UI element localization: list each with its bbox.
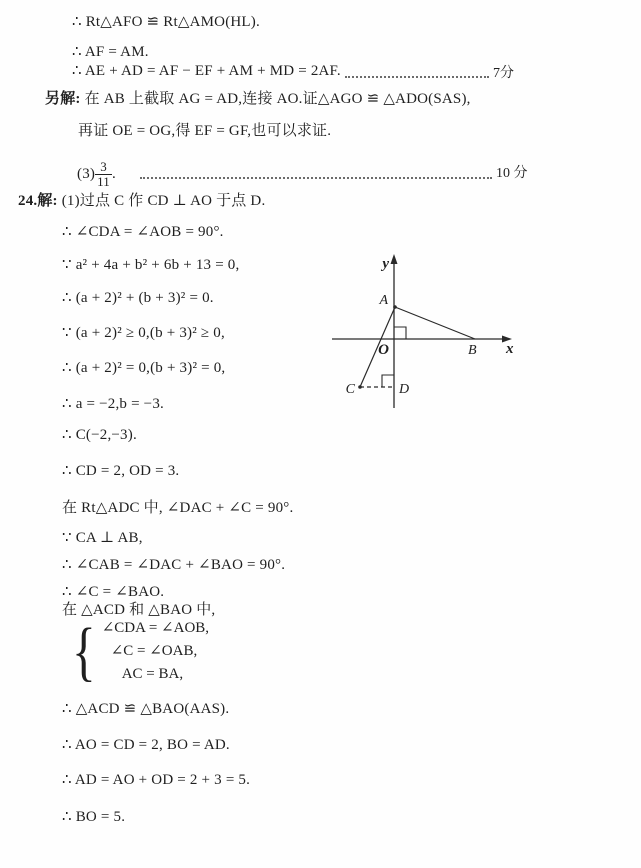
solution-line: ∴ a = −2,b = −3. — [62, 396, 164, 412]
solution-line: 在 △ACD 和 △BAO 中, — [62, 602, 216, 618]
solution-line: ∴ ∠CAB = ∠DAC + ∠BAO = 90°. — [62, 557, 286, 573]
problem24-header — [18, 192, 265, 210]
solution-line: 再证 OE = OG,得 EF = GF,也可以求证. — [78, 123, 332, 139]
point-a-label: A — [379, 293, 388, 308]
solution-line: ∵ CA ⊥ AB, — [62, 530, 143, 546]
point-d-label: D — [399, 382, 410, 397]
right-angle-mark-origin — [394, 327, 406, 339]
fraction-numerator: 3 — [95, 160, 112, 175]
solution-line: ∴ ∠CDA = ∠AOB = 90°. — [62, 224, 224, 240]
segment-ab — [395, 307, 475, 339]
solution-line: ∴ CD = 2, OD = 3. — [62, 463, 180, 479]
part3-period: . — [112, 165, 116, 182]
y-axis-label: y — [382, 256, 389, 272]
y-axis-arrow-icon — [391, 254, 398, 264]
x-axis-label: x — [506, 341, 514, 357]
point-c-label: C — [345, 382, 355, 397]
solution-line: ∴ (a + 2)² + (b + 3)² = 0. — [62, 290, 214, 306]
problem24-label: 24.解: — [18, 193, 58, 209]
solution-line: ∴ ∠C = ∠BAO. — [62, 584, 165, 600]
fraction — [95, 160, 112, 189]
alt-solution-label: 另解: — [45, 91, 81, 107]
dotted-leader — [345, 64, 489, 78]
solution-line: ∵ (a + 2)² ≥ 0,(b + 3)² ≥ 0, — [62, 325, 225, 341]
point-c — [358, 385, 362, 389]
solution-line: ∴ AD = AO + OD = 2 + 3 = 5. — [62, 772, 251, 788]
solution-line: ∴ Rt△AFO ≌ Rt△AMO(HL). — [72, 14, 260, 30]
left-brace: { — [71, 614, 96, 688]
solution-line: ∴ (a + 2)² = 0,(b + 3)² = 0, — [62, 360, 226, 376]
equation-system — [68, 614, 210, 688]
dotted-leader — [140, 165, 492, 179]
solution-line-alt — [45, 90, 471, 108]
alt-solution-text: 在 AB 上截取 AG = AD,连接 AO.证△AGO ≌ △ADO(SAS), — [84, 91, 471, 107]
point-a — [393, 305, 397, 309]
right-angle-mark-d — [382, 375, 394, 387]
coordinate-figure — [330, 248, 545, 416]
origin-label: O — [378, 342, 389, 358]
solution-line: 在 Rt△ADC 中, ∠DAC + ∠C = 90°. — [62, 500, 294, 516]
solution-line: ∴ AO = CD = 2, BO = AD. — [62, 737, 230, 753]
solution-line: ∵ a² + 4a + b² + 6b + 13 = 0, — [62, 257, 240, 273]
score-label: 10 分 — [496, 166, 528, 181]
solution-line: ∴ C(−2,−3). — [62, 427, 137, 443]
system-rows — [102, 617, 209, 686]
solution-line: ∴ AF = AM. — [72, 44, 149, 60]
part3-prefix: (3) — [77, 165, 96, 182]
score-label: 7分 — [493, 66, 514, 81]
solution-line: ∴ △ACD ≌ △BAO(AAS). — [62, 701, 230, 717]
fraction-denominator: 11 — [97, 174, 111, 189]
system-row: AC = BA, — [121, 666, 184, 682]
solution-line: ∴ BO = 5. — [62, 809, 126, 825]
point-b-label: B — [468, 343, 477, 358]
solution-line: ∴ AE + AD = AF − EF + AM + MD = 2AF. — [72, 63, 341, 79]
system-row: ∠C = ∠OAB, — [110, 643, 198, 659]
problem24-text: (1)过点 C 作 CD ⊥ AO 于点 D. — [61, 193, 266, 209]
answer-part3 — [77, 160, 116, 189]
system-row: ∠CDA = ∠AOB, — [101, 620, 210, 636]
